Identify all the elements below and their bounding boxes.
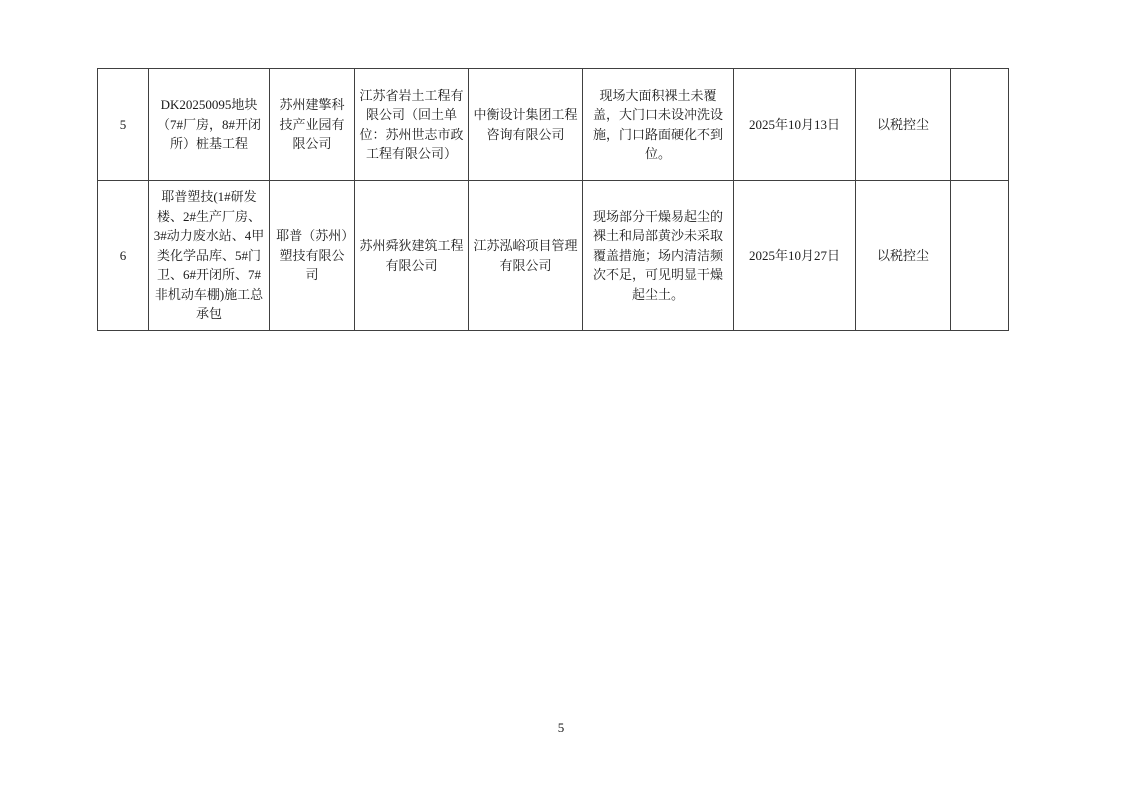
remark-cell (951, 69, 1009, 181)
project-name-cell: DK20250095地块（7#厂房，8#开闭所）桩基工程 (149, 69, 270, 181)
row-index-cell: 6 (98, 181, 149, 331)
table-row (98, 69, 1009, 181)
row-index-cell: 5 (98, 69, 149, 181)
owner-unit-cell: 苏州建擎科技产业园有限公司 (270, 69, 355, 181)
construction-unit-cell: 江苏省岩土工程有限公司（回土单位：苏州世志市政工程有限公司） (355, 69, 469, 181)
date-cell: 2025年10月13日 (734, 69, 856, 181)
issue-description-cell: 现场部分干燥易起尘的裸土和局部黄沙未采取覆盖措施；场内清洁频次不足，可见明显干燥起尘土。 (583, 181, 734, 331)
date-cell: 2025年10月27日 (734, 181, 856, 331)
measure-cell: 以税控尘 (856, 181, 951, 331)
construction-unit-cell: 苏州舜狄建筑工程有限公司 (355, 181, 469, 331)
remark-cell (951, 181, 1009, 331)
table-row (98, 181, 1009, 331)
measure-cell: 以税控尘 (856, 69, 951, 181)
supervision-unit-cell: 中衡设计集团工程咨询有限公司 (469, 69, 583, 181)
project-name-cell: 耶普塑技(1#研发楼、2#生产厂房、3#动力废水站、4甲类化学品库、5#门卫、6#开闭所、7#非机动车棚)施工总承包 (149, 181, 270, 331)
page-number: 5 (557, 720, 565, 735)
inspection-table (97, 68, 1009, 331)
supervision-unit-cell: 江苏泓峪项目管理有限公司 (469, 181, 583, 331)
issue-description-cell: 现场大面积裸土未覆盖，大门口未设冲洗设施，门口路面硬化不到位。 (583, 69, 734, 181)
owner-unit-cell: 耶普（苏州）塑技有限公司 (270, 181, 355, 331)
